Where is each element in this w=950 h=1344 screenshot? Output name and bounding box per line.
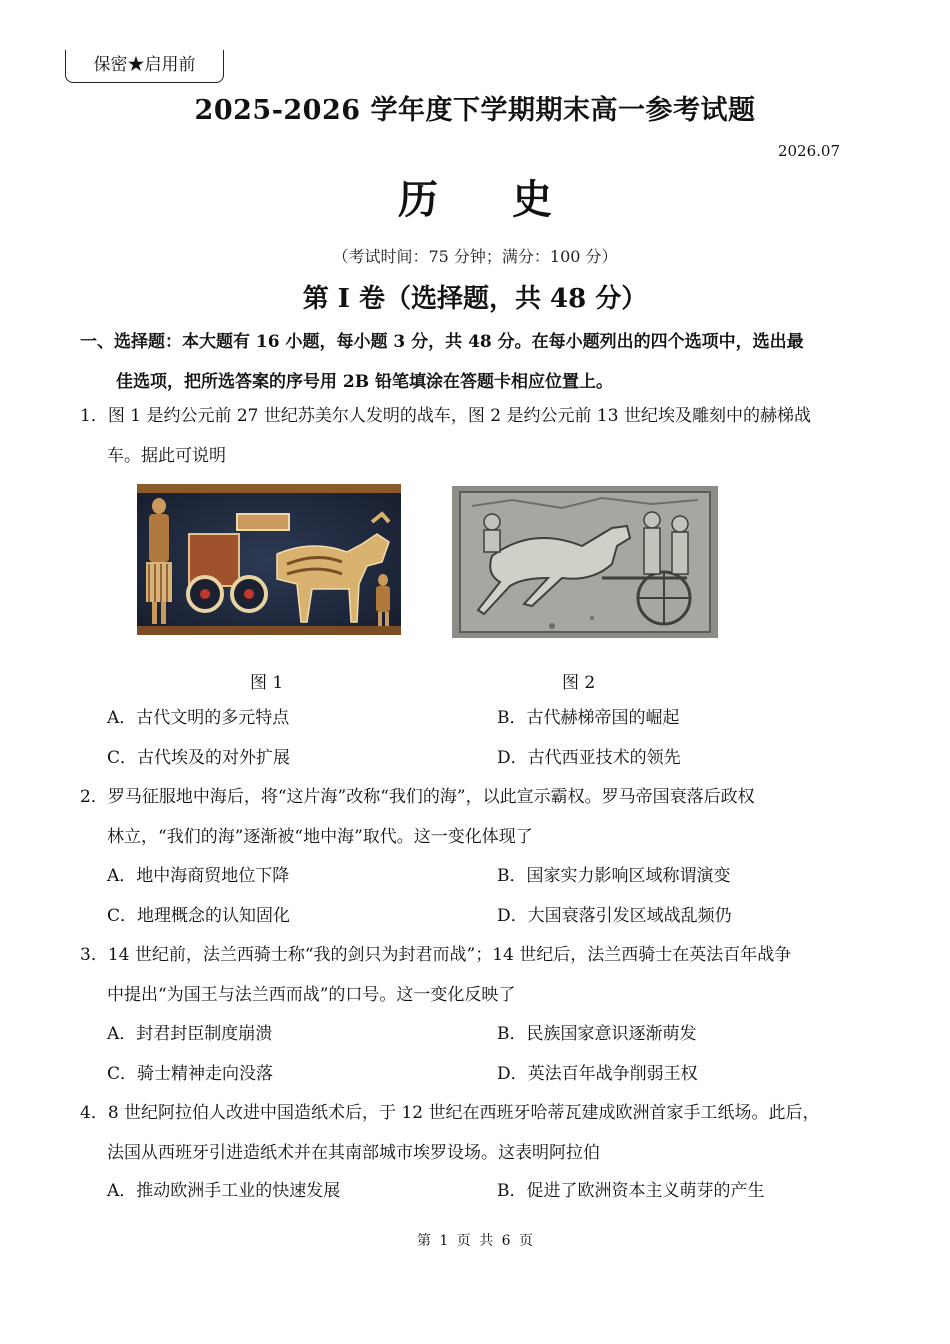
question-1 xyxy=(80,396,880,476)
confidential-label: 保密★启用前 xyxy=(65,50,224,83)
exam-date: 2026.07 xyxy=(777,142,840,160)
question-2-line-1: 2．罗马征服地中海后，将“这片海”改称“我们的海”，以此宣示霸权。罗马帝国衰落后政权 xyxy=(80,787,755,807)
question-2-option-b: B．国家实力影响区域称谓演变 xyxy=(497,866,731,886)
question-3-option-c: C．骑士精神走向没落 xyxy=(107,1064,274,1084)
question-3-line-2: 中提出“为国王与法兰西而战”的口号。这一变化反映了 xyxy=(107,985,516,1005)
question-4-option-b: B．促进了欧洲资本主义萌芽的产生 xyxy=(497,1181,765,1201)
figure-1-sumerian-chariot xyxy=(137,484,401,635)
question-1-option-b: B．古代赫梯帝国的崛起 xyxy=(497,708,680,728)
question-4-options xyxy=(107,1171,887,1211)
question-3-option-b: B．民族国家意识逐渐萌发 xyxy=(497,1024,697,1044)
question-1-option-c: C．古代埃及的对外扩展 xyxy=(107,748,291,768)
question-3 xyxy=(80,935,880,1015)
question-4-line-2: 法国从西班牙引进造纸术并在其南部城市埃罗设场。这表明阿拉伯 xyxy=(107,1143,600,1163)
question-3-option-d: D．英法百年战争削弱王权 xyxy=(497,1064,698,1084)
section-title: 第 I 卷（选择题，共 48 分） xyxy=(302,284,648,314)
question-2-option-a: A．地中海商贸地位下降 xyxy=(107,866,290,886)
question-1-line-2: 车。据此可说明 xyxy=(107,446,226,466)
question-3-option-a: A．封君封臣制度崩溃 xyxy=(107,1024,273,1044)
question-1-option-a: A．古代文明的多元特点 xyxy=(107,708,290,728)
question-4-option-a: A．推动欧洲手工业的快速发展 xyxy=(107,1181,341,1201)
exam-title: 2025-2026 学年度下学期期末高一参考试题 xyxy=(194,95,756,126)
question-2-option-d: D．大国衰落引发区域战乱频仍 xyxy=(497,906,732,926)
question-3-options xyxy=(107,1014,887,1094)
page-footer: 第 1 页 共 6 页 xyxy=(416,1233,534,1249)
question-1-options xyxy=(107,698,887,778)
figure-1-caption: 图 1 xyxy=(250,673,284,693)
question-2-option-c: C．地理概念的认知固化 xyxy=(107,906,291,926)
question-2 xyxy=(80,777,880,857)
exam-info: （考试时间：75 分钟；满分：100 分） xyxy=(332,247,618,266)
question-2-line-2: 林立，“我们的海”逐渐被“地中海”取代。这一变化体现了 xyxy=(107,827,533,847)
question-2-options xyxy=(107,856,887,936)
question-3-line-1: 3．14 世纪前，法兰西骑士称“我的剑只为封君而战”；14 世纪后，法兰西骑士在英法百年战争 xyxy=(80,945,792,965)
figure-2-caption: 图 2 xyxy=(562,673,596,693)
question-1-line-1: 1．图 1 是约公元前 27 世纪苏美尔人发明的战车，图 2 是约公元前 13 世纪埃及雕刻中的赫梯战 xyxy=(80,406,811,426)
figure-2-egyptian-relief xyxy=(452,486,718,638)
instructions-line-1: 一、选择题：本大题有 16 小题，每小题 3 分，共 48 分。在每小题列出的四个选项中，选出最 xyxy=(80,332,804,352)
question-4 xyxy=(80,1093,892,1173)
subject-title: 历 史 xyxy=(398,176,582,223)
instructions-line-2: 佳选项，把所选答案的序号用 2B 铅笔填涂在答题卡相应位置上。 xyxy=(116,372,614,392)
instructions xyxy=(80,322,880,402)
question-4-line-1: 4．8 世纪阿拉伯人改进中国造纸术后，于 12 世纪在西班牙哈蒂瓦建成欧洲首家手工纸场。此后， xyxy=(80,1103,820,1123)
question-1-option-d: D．古代西亚技术的领先 xyxy=(497,748,681,768)
